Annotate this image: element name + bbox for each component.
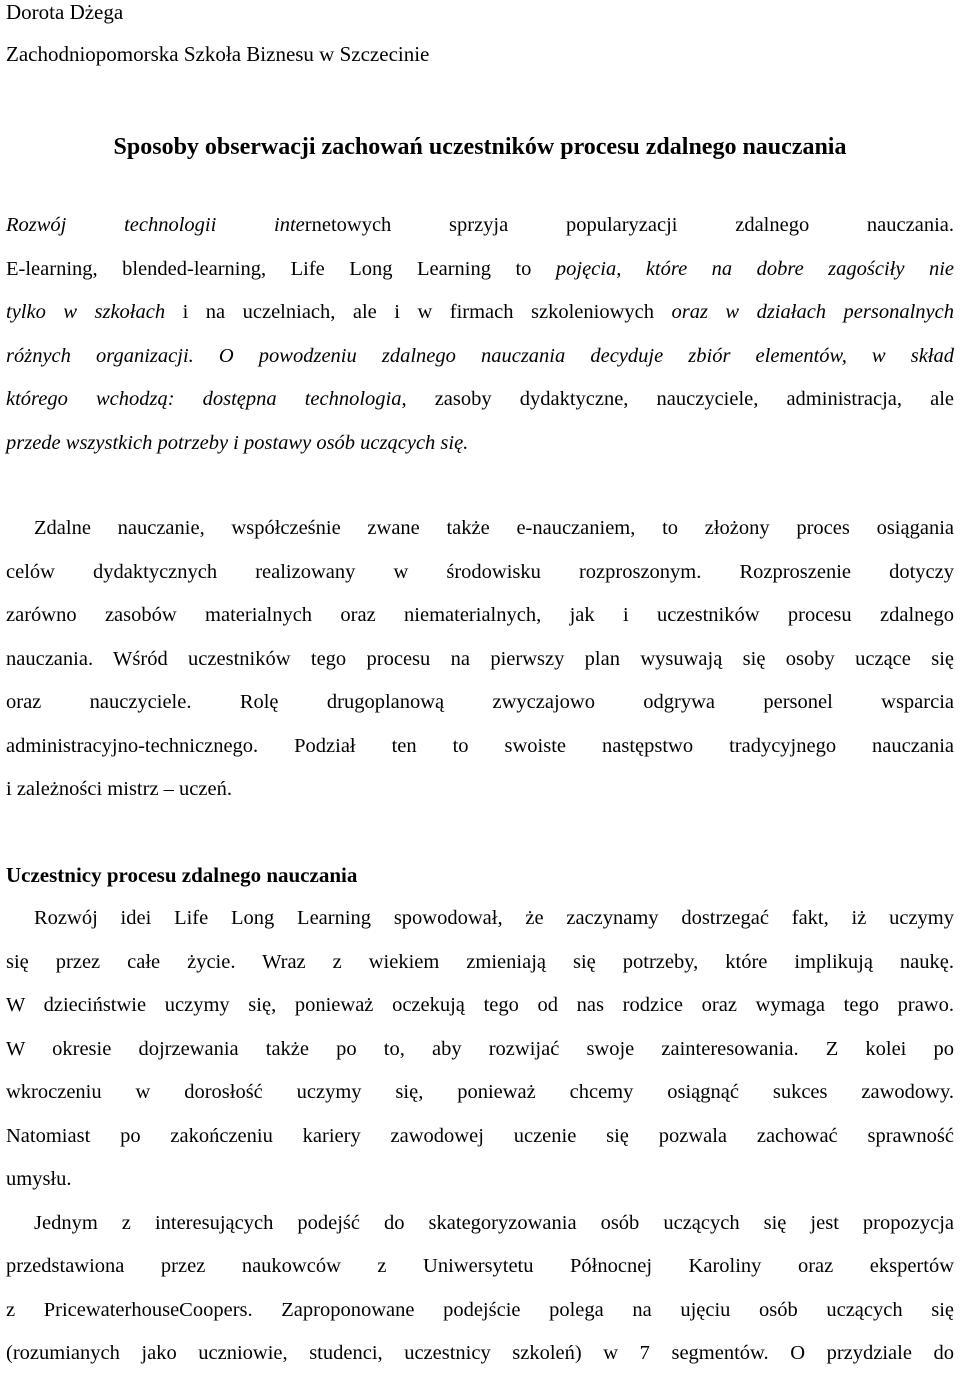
section-heading: Uczestnicy procesu zdalnego nauczania — [6, 862, 358, 887]
document-page — [6, 0, 954, 1376]
text-line: Rozwój technologii internetowych sprzyja popularyzacji zdalnego nauczania. — [6, 214, 954, 236]
text-line: nauczania. Wśród uczestników tego procesu na pierwszy plan wysuwają się osoby uczące się — [6, 647, 954, 670]
paragraph-lifelong-learning — [6, 897, 954, 1202]
text-line: wkroczeniu w dorosłość uczymy się, ponieważ chcemy osiągnąć sukces zawodowy. — [6, 1081, 954, 1103]
text-line: W dzieciństwie uczymy się, ponieważ oczekują tego od nas rodzice oraz wymaga tego prawo. — [6, 994, 954, 1016]
text-line: różnych organizacji. O powodzeniu zdalnego nauczania decyduje zbiór elementów, w skład — [6, 344, 954, 367]
text-line: celów dydaktycznych realizowany w środowisku rozproszonym. Rozproszenie dotyczy — [6, 560, 954, 583]
text-line: administracyjno-technicznego. Podział ten to swoiste następstwo tradycyjnego nauczania — [6, 734, 954, 757]
text-line: (rozumianych jako uczniowie, studenci, uczestnicy szkoleń) w 7 segmentów. O przydziale do — [6, 1342, 954, 1364]
text-line: którego wchodzą: dostępna technologia, zasoby dydaktyczne, nauczyciele, administracja, ale — [6, 388, 954, 410]
text-line: Jednym z interesujących podejść do skategoryzowania osób uczących się jest propozycja — [34, 1211, 954, 1234]
text-line: Zdalne nauczanie, współcześnie zwane także e-nauczaniem, to złożony proces osiągania — [34, 517, 954, 539]
paragraph-intro — [6, 204, 954, 465]
text-line: tylko w szkołach i na uczelniach, ale i w firmach szkoleniowych oraz w działach personalnych — [6, 301, 954, 323]
paragraph-remote-learning — [6, 507, 954, 812]
text-line: zarówno zasobów materialnych oraz niematerialnych, jak i uczestników procesu zdalnego — [6, 604, 954, 626]
text-line: przedstawiona przez naukowców z Uniwersytetu Północnej Karoliny oraz ekspertów — [6, 1255, 954, 1277]
text-line: Rozwój idei Life Long Learning spowodował, że zaczynamy dostrzegać fakt, iż uczymy — [34, 907, 954, 929]
text-line: W okresie dojrzewania także po to, aby rozwijać swoje zainteresowania. Z kolei po — [6, 1037, 954, 1060]
text-line: umysłu. — [6, 1168, 72, 1190]
text-line: E-learning, blended-learning, Life Long Learning to pojęcia, które na dobre zagościły nie — [6, 257, 954, 280]
text-line: Natomiast po zakończeniu kariery zawodowej uczenie się pozwala zachować sprawność — [6, 1124, 954, 1147]
text-line: się przez całe życie. Wraz z wiekiem zmieniają się potrzeby, które implikują naukę. — [6, 950, 954, 973]
text-line: z PricewaterhouseCoopers. Zaproponowane podejście polega na ujęciu osób uczących się — [6, 1298, 954, 1321]
text-line: i zależności mistrz – uczeń. — [6, 778, 232, 800]
document-title: Sposoby obserwacji zachowań uczestników procesu zdalnego nauczania — [113, 134, 847, 160]
text-line: przede wszystkich potrzeby i postawy osób uczących się. — [6, 431, 469, 454]
author-name: Dorota Dżega — [6, 0, 124, 24]
paragraph-categorization — [6, 1202, 954, 1376]
text-line: oraz nauczyciele. Rolę drugoplanową zwyczajowo odgrywa personel wsparcia — [6, 691, 954, 713]
author-affiliation: Zachodniopomorska Szkoła Biznesu w Szczecinie — [6, 42, 430, 66]
